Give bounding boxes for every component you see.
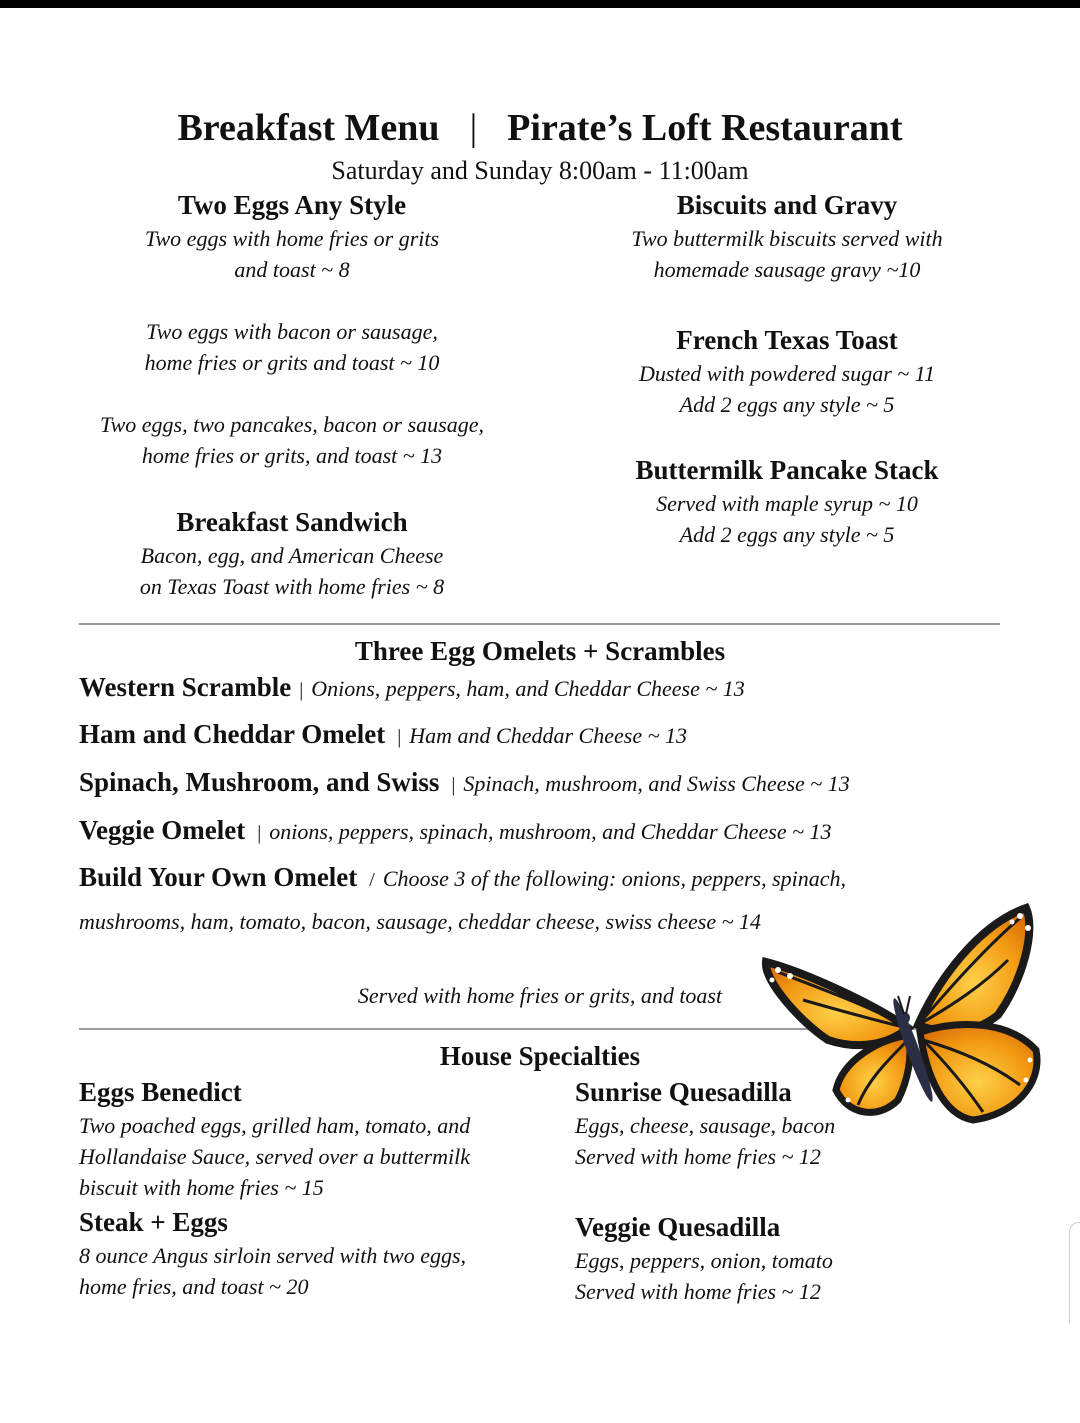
item-name: Eggs Benedict xyxy=(79,1077,242,1107)
item-eggs-benedict xyxy=(79,1077,470,1203)
item-name: Two Eggs Any Style xyxy=(177,190,407,220)
item-breakfast-sandwich xyxy=(72,507,512,602)
item-name: Steak + Eggs xyxy=(79,1207,228,1237)
item-desc: Served with maple syrup ~ 10 Add 2 eggs any style ~ 5 xyxy=(656,491,918,547)
item-steak-eggs xyxy=(79,1207,466,1302)
build-omelet-continued: mushrooms, ham, tomato, bacon, sausage, cheddar cheese, swiss cheese ~ 14 xyxy=(79,909,761,934)
two-eggs-option-3: Two eggs, two pancakes, bacon or sausage, home fries or grits, and toast ~ 13 xyxy=(100,412,484,468)
item-desc: Bacon, egg, and American Cheese on Texas Toast with home fries ~ 8 xyxy=(139,543,445,599)
item-desc: Two buttermilk biscuits served with homemade sausage gravy ~10 xyxy=(631,226,943,282)
item-biscuits-gravy xyxy=(567,190,1007,285)
item-name: Breakfast Sandwich xyxy=(176,507,408,537)
item-name: Buttermilk Pancake Stack xyxy=(635,455,939,485)
item-name: French Texas Toast xyxy=(676,325,898,355)
section-divider xyxy=(79,623,1000,625)
omelet-row: Build Your Own Omelet / Choose 3 of the following: onions, peppers, spinach, xyxy=(79,862,847,892)
item-name: Biscuits and Gravy xyxy=(676,190,898,220)
specialties-heading: House Specialties xyxy=(439,1041,641,1071)
two-eggs-option-2: Two eggs with bacon or sausage, home fries or grits and toast ~ 10 xyxy=(144,319,440,375)
two-eggs-option-1: Two eggs with home fries or grits and toast ~ 8 xyxy=(144,226,440,282)
item-french-toast xyxy=(567,325,1007,420)
menu-title xyxy=(0,106,1080,150)
item-name: Sunrise Quesadilla xyxy=(575,1077,792,1107)
item-name: Veggie Quesadilla xyxy=(575,1212,781,1242)
item-two-eggs xyxy=(72,190,512,471)
item-desc: Eggs, cheese, sausage, bacon Served with home fries ~ 12 xyxy=(575,1113,836,1169)
omelet-row: Veggie Omelet | onions, peppers, spinach, mushroom, and Cheddar Cheese ~ 13 xyxy=(79,815,832,845)
title-left: Breakfast Menu xyxy=(177,107,440,149)
item-pancake-stack xyxy=(567,455,1007,550)
title-separator: | xyxy=(469,107,478,149)
omelet-row: Spinach, Mushroom, and Swiss | Spinach, mushroom, and Swiss Cheese ~ 13 xyxy=(79,767,850,797)
page-edge xyxy=(1069,1222,1080,1323)
omelet-row: Ham and Cheddar Omelet | Ham and Cheddar Cheese ~ 13 xyxy=(79,719,687,749)
hours: Saturday and Sunday 8:00am - 11:00am xyxy=(331,156,749,185)
title-right: Pirate’s Loft Restaurant xyxy=(507,107,903,149)
item-veggie-quesadilla xyxy=(575,1212,833,1307)
monarch-butterfly-icon xyxy=(758,900,1048,1145)
item-desc: 8 ounce Angus sirloin served with two eggs, home fries, and toast ~ 20 xyxy=(79,1243,467,1299)
omelets-served-note: Served with home fries or grits, and toast xyxy=(357,983,723,1008)
item-desc: Dusted with powdered sugar ~ 11 Add 2 eggs any style ~ 5 xyxy=(638,361,936,417)
omelets-heading: Three Egg Omelets + Scrambles xyxy=(354,636,726,666)
item-desc: Two poached eggs, grilled ham, tomato, and Hollandaise Sauce, served over a buttermilk biscuit with home fries ~ 15 xyxy=(79,1113,471,1200)
omelet-row: Western Scramble | Onions, peppers, ham, and Cheddar Cheese ~ 13 xyxy=(79,672,745,702)
item-desc: Eggs, peppers, onion, tomato Served with home fries ~ 12 xyxy=(575,1248,833,1304)
top-border xyxy=(0,0,1080,8)
